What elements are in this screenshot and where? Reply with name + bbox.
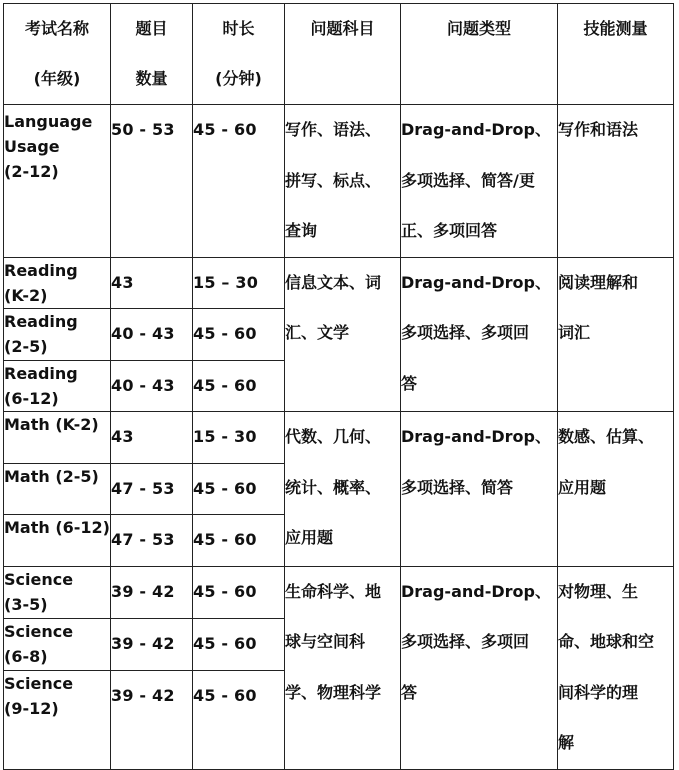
header-question-count: 题目 数量 [111, 4, 193, 105]
duration-cell: 45 - 60 [193, 515, 285, 567]
question-count-cell: 40 - 43 [111, 309, 193, 361]
question-type-cell: Drag-and-Drop、 多项选择、多项回 答 [401, 566, 558, 769]
subject-area-cell: 写作、语法、 拼写、标点、 查询 [285, 105, 401, 258]
duration-cell: 45 - 60 [193, 463, 285, 515]
subject-area-cell: 信息文本、词 汇、文学 [285, 257, 401, 412]
header-subject-area: 问题科目 [285, 4, 401, 105]
header-skills: 技能测量 [558, 4, 674, 105]
question-type-cell: Drag-and-Drop、 多项选择、多项回 答 [401, 257, 558, 412]
exam-name-cell: Reading (K-2) [4, 257, 111, 309]
question-count-cell: 47 - 53 [111, 463, 193, 515]
subject-area-cell: 代数、几何、 统计、概率、 应用题 [285, 412, 401, 567]
duration-cell: 45 - 60 [193, 566, 285, 618]
duration-cell: 45 - 60 [193, 105, 285, 258]
question-count-cell: 39 - 42 [111, 618, 193, 670]
skills-cell: 数感、估算、 应用题 [558, 412, 674, 567]
exam-name-cell: Math (K-2) [4, 412, 111, 464]
exam-name-cell: Reading (6-12) [4, 360, 111, 412]
question-type-cell: Drag-and-Drop、 多项选择、简答/更 正、多项回答 [401, 105, 558, 258]
exam-name-cell: Math (2-5) [4, 463, 111, 515]
question-count-cell: 47 - 53 [111, 515, 193, 567]
question-count-cell: 43 [111, 412, 193, 464]
exam-name-cell: Language Usage (2-12) [4, 105, 111, 258]
header-question-type: 问题类型 [401, 4, 558, 105]
exam-name-cell: Science (3-5) [4, 566, 111, 618]
question-count-cell: 39 - 42 [111, 566, 193, 618]
duration-cell: 15 - 30 [193, 412, 285, 464]
duration-cell: 45 - 60 [193, 360, 285, 412]
header-row [4, 4, 674, 105]
question-count-cell: 39 - 42 [111, 671, 193, 769]
skills-cell: 写作和语法 [558, 105, 674, 258]
table-row-math-k2 [4, 412, 674, 464]
question-count-cell: 40 - 43 [111, 360, 193, 412]
exam-name-cell: Science (6-8) [4, 618, 111, 670]
exam-name-cell: Reading (2-5) [4, 309, 111, 361]
exam-name-cell: Science (9-12) [4, 671, 111, 769]
question-count-cell: 43 [111, 257, 193, 309]
header-exam-name: 考试名称 (年级) [4, 4, 111, 105]
table-row-language-usage [4, 105, 674, 258]
question-type-cell: Drag-and-Drop、 多项选择、简答 [401, 412, 558, 567]
exam-name-cell: Math (6-12) [4, 515, 111, 567]
exam-table [3, 3, 674, 770]
question-count-cell: 50 - 53 [111, 105, 193, 258]
subject-area-cell: 生命科学、地 球与空间科 学、物理科学 [285, 566, 401, 769]
duration-cell: 15 – 30 [193, 257, 285, 309]
table-row-science-3-5 [4, 566, 674, 618]
skills-cell: 对物理、生 命、地球和空 间科学的理 解 [558, 566, 674, 769]
duration-cell: 45 - 60 [193, 671, 285, 769]
duration-cell: 45 - 60 [193, 309, 285, 361]
skills-cell: 阅读理解和 词汇 [558, 257, 674, 412]
duration-cell: 45 - 60 [193, 618, 285, 670]
header-duration: 时长 (分钟) [193, 4, 285, 105]
table-row-reading-k2 [4, 257, 674, 309]
